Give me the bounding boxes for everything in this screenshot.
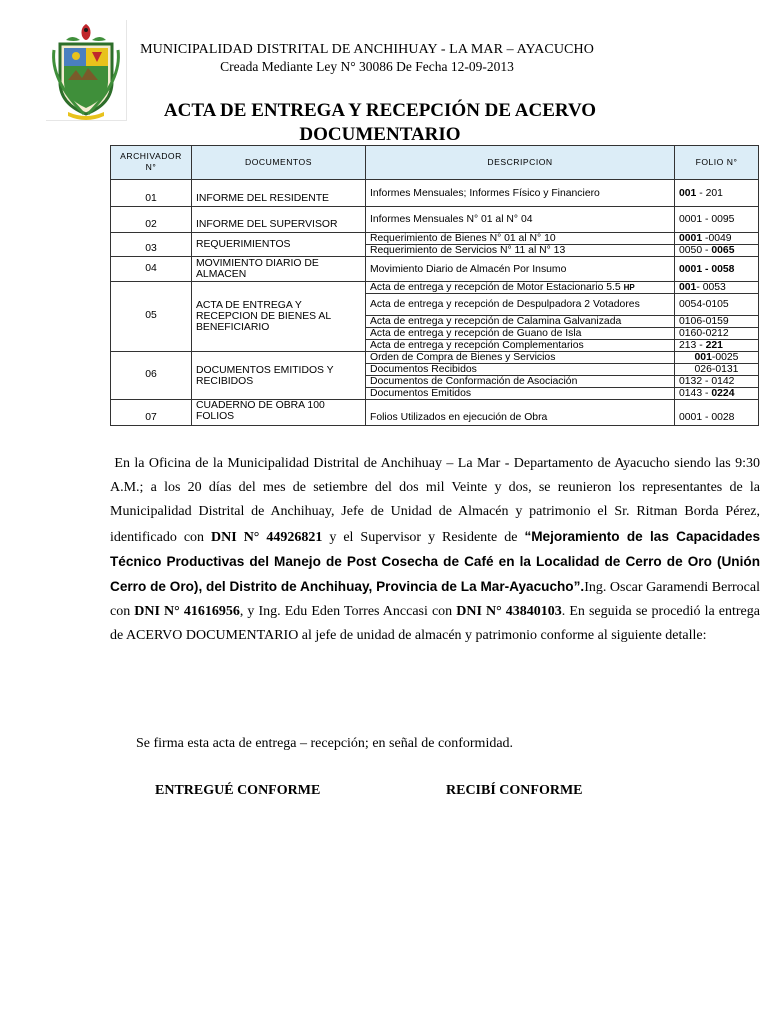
municipality-name: MUNICIPALIDAD DISTRITAL DE ANCHIHUAY - LA MAR – AYACUCHO [140,42,594,57]
descripcion-cell: Acta de entrega y recepción de Guano de Isla [366,328,675,340]
folio-cell: 0160-0212 [675,328,759,340]
acervo-table [110,145,759,426]
table-header-row [111,146,759,180]
descripcion-cell: Orden de Compra de Bienes y Servicios [366,352,675,364]
descripcion-cell: Acta de entrega y recepción de Despulpadora 2 Votadores [366,294,675,316]
folio-cell: 0001 -0049 [675,233,759,245]
closing-statement: Se firma esta acta de entrega – recepción; en señal de conformidad. [136,736,514,751]
descripcion-cell: Informes Mensuales N° 01 al N° 04 [366,207,675,233]
project-name: “Mejoramiento de las Capacidades Técnico Productivas del Manejo de Post Cosecha de Café en la Localidad de Cerro de Oro (Unión Cerro de Oro), del Distrito de Anchihuay, Provincia de La Mar-Ayacucho”. [110,528,761,595]
table-row [111,180,759,207]
documento-cell: DOCUMENTOS EMITIDOS Y RECIBIDOS [192,352,366,400]
folio-cell: 213 - 221 [675,340,759,352]
table-row [111,352,759,364]
descripcion-cell: Requerimiento de Servicios N° 11 al N° 13 [366,245,675,257]
header-folio: FOLIO N° [675,146,759,180]
folio-cell: 0001 - 0028 [675,400,759,426]
folio-cell: 0050 - 0065 [675,245,759,257]
descripcion-cell: Documentos Emitidos [366,388,675,400]
folio-cell: 001-0025 [675,352,759,364]
folio-cell: 0001 - 0095 [675,207,759,233]
archivador-cell: 04 [111,257,192,282]
body-paragraph: En la Oficina de la Municipalidad Distrital de Anchihuay – La Mar - Departamento de Ayacucho siendo las 9:30 A.M.; a los 20 días del mes de setiembre del dos mil Veinte y dos, se reunieron los representantes de la Municipalidad Distrital de Anchihuay, Jefe de Unidad de Almacén y patrimonio el Sr. Ritman Borda Pérez, identificado con DNI N° 44926821 y el Supervisor y Residente de “Mejoramiento de las Capacidades Técnico Productivas del Manejo de Post Cosecha de Café en la Localidad de Cerro de Oro (Unión Cerro de Oro), del Distrito de Anchihuay, Provincia de La Mar-Ayacucho”.Ing. Oscar Garamendi Berrocal con DNI N° 41616956, y Ing. Edu Eden Torres Anccasi con DNI N° 43840103. En seguida se procedió la entrega de ACERVO DOCUMENTARIO al jefe de unidad de almacén y patrimonio conforme al siguiente detalle: [110,456,761,644]
descripcion-cell: Documentos de Conformación de Asociación [366,376,675,388]
documento-cell: INFORME DEL SUPERVISOR [192,207,366,233]
archivador-cell: 07 [111,400,192,426]
dni-3: DNI N° 43840103 [456,604,562,620]
folio-cell: 001 - 201 [675,180,759,207]
descripcion-cell: Acta de entrega y recepción de Calamina Galvanizada [366,316,675,328]
dni-1: DNI N° 44926821 [211,529,323,545]
descripcion-cell: Requerimiento de Bienes N° 01 al N° 10 [366,233,675,245]
archivador-cell: 06 [111,352,192,400]
descripcion-cell: Acta de entrega y recepción de Motor Estacionario 5.5 HP [366,282,675,294]
folio-cell: 0132 - 0142 [675,376,759,388]
documento-cell: MOVIMIENTO DIARIO DE ALMACEN [192,257,366,282]
signature-recibi: RECIBÍ CONFORME [446,783,583,798]
descripcion-cell: Documentos Recibidos [366,364,675,376]
documento-cell: ACTA DE ENTREGA Y RECEPCION DE BIENES AL BENEFICIARIO [192,282,366,352]
descripcion-cell: Acta de entrega y recepción Complementarios [366,340,675,352]
signature-entregue: ENTREGUÉ CONFORME [155,783,321,798]
folio-cell: 0106-0159 [675,316,759,328]
folio-cell: 0143 - 0224 [675,388,759,400]
document-title: ACTA DE ENTREGA Y RECEPCIÓN DE ACERVO DOCUMENTARIO [163,100,597,145]
archivador-cell: 05 [111,282,192,352]
descripcion-cell: Folios Utilizados en ejecución de Obra [366,400,675,426]
folio-cell: 001- 0053 [675,282,759,294]
table-row [111,207,759,233]
table-row [111,282,759,294]
documento-cell: INFORME DEL RESIDENTE [192,180,366,207]
documento-cell: CUADERNO DE OBRA 100 FOLIOS [192,400,366,426]
archivador-cell: 01 [111,180,192,207]
descripcion-cell: Informes Mensuales; Informes Físico y Financiero [366,180,675,207]
archivador-cell: 03 [111,233,192,257]
folio-cell: 0054-0105 [675,294,759,316]
folio-cell: 026-0131 [675,364,759,376]
table-row [111,257,759,282]
folio-cell: 0001 - 0058 [675,257,759,282]
header-documentos: DOCUMENTOS [192,146,366,180]
table-row [111,233,759,245]
header-archivador: ARCHIVADOR N° [111,146,192,180]
archivador-cell: 02 [111,207,192,233]
header-descripcion: DESCRIPCION [366,146,675,180]
dni-2: DNI N° 41616956 [134,604,240,620]
creation-law: Creada Mediante Ley N° 30086 De Fecha 12-09-2013 [220,59,514,74]
table-row [111,400,759,426]
documento-cell: REQUERIMIENTOS [192,233,366,257]
descripcion-cell: Movimiento Diario de Almacén Por Insumo [366,257,675,282]
